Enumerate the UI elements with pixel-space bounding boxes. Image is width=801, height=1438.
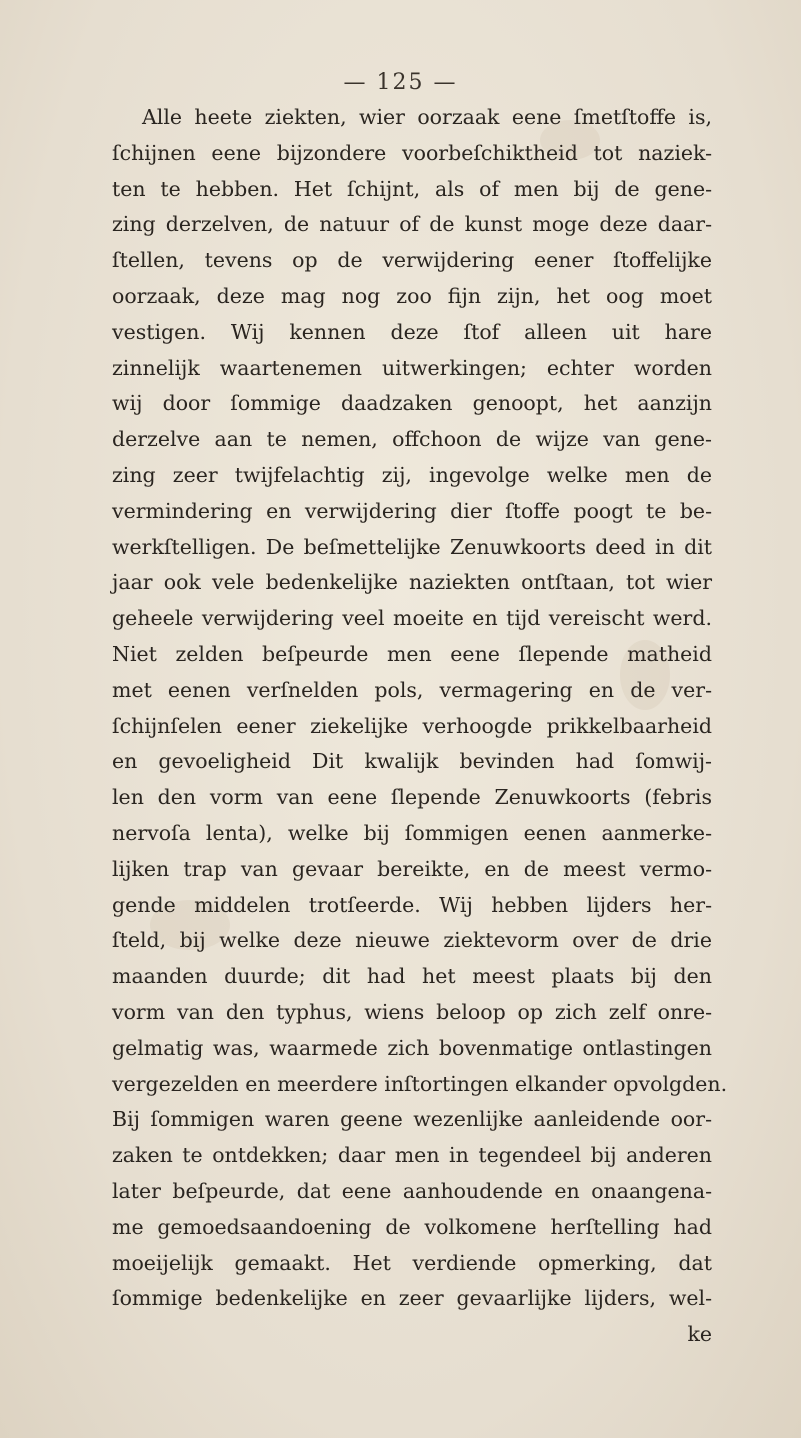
text-line: vestigen. Wij kennen deze ſtof alleen uit hare (112, 319, 712, 344)
text-line: lijken trap van gevaar bereikte, en de meest vermo- (112, 856, 712, 881)
text-line: ſteld, bij welke deze nieuwe ziektevorm over de drie (112, 928, 712, 953)
text-line: gende middelen trotſeerde. Wij hebben lijders her- (112, 892, 712, 917)
text-line: zaken te ontdekken; daar men in tegendeel bij anderen (112, 1143, 712, 1168)
text-line: wij door ſommige daadzaken genoopt, het aanzijn (112, 391, 712, 416)
text-line: later beſpeurde, dat eene aanhoudende en onaangena- (112, 1178, 712, 1203)
text-line: ten te hebben. Het ſchijnt, als of men bij de gene- (112, 176, 712, 201)
text-line: moeijelijk gemaakt. Het verdiende opmerking, dat (112, 1250, 712, 1275)
text-line: zing derzelven, de natuur of de kunst moge deze daar- (112, 212, 712, 237)
text-line: jaar ook vele bedenkelijke naziekten ontſtaan, tot wier (112, 570, 712, 595)
text-line: Bij ſommigen waren geene wezenlijke aanleidende oor- (112, 1107, 712, 1132)
text-line: len den vorm van eene ſlepende Zenuwkoorts (febris (112, 785, 712, 810)
text-line: derzelve aan te nemen, offchoon de wijze van gene- (112, 427, 712, 452)
text-line: zing zeer twijfelachtig zij, ingevolge welke men de (112, 462, 712, 487)
text-line: gelmatig was, waarmede zich bovenmatige ontlastingen (112, 1035, 712, 1060)
text-line: vergezelden en meerdere inſtortingen elkander opvolgden. (112, 1071, 728, 1096)
text-line: geheele verwijdering veel moeite en tijd vereischt werd. (112, 606, 712, 631)
text-line: werkſtelligen. De beſmettelijke Zenuwkoorts deed in dit (112, 534, 712, 559)
text-line: en gevoeligheid Dit kwalijk bevinden had ſomwij- (112, 749, 712, 774)
page-number: — 125 — (343, 70, 458, 95)
text-line: oorzaak, deze mag nog zoo fijn zijn, het oog moet (112, 283, 712, 308)
text-line: nervoſa lenta), welke bij ſommigen eenen aanmerke- (112, 820, 712, 845)
text-line: Alle heete ziekten, wier oorzaak eene ſmetſtoffe is, (142, 105, 712, 129)
text-line: maanden duurde; dit had het meest plaats bij den (112, 964, 712, 989)
text-line: ſchijnen eene bijzondere voorbeſchiktheid tot naziek- (112, 140, 712, 165)
text-line: Niet zelden beſpeurde men eene ſlepende matheid (112, 641, 712, 666)
text-line: ſtellen, tevens op de verwijdering eener ſtoffelijke (112, 248, 712, 273)
text-line: met eenen verſnelden pols, vermagering en de ver- (112, 677, 712, 702)
text-line: ſommige bedenkelijke en zeer gevaarlijke lijders, wel- (112, 1286, 712, 1311)
text-line: vorm van den typhus, wiens beloop op zich zelf onre- (112, 999, 712, 1024)
text-line: zinnelijk waartenemen uitwerkingen; echter worden (112, 355, 712, 380)
text-line: ſchijnſelen eener ziekelijke verhoogde prikkelbaarheid (112, 713, 712, 738)
text-line: vermindering en verwijdering dier ſtoffe poogt te be- (112, 498, 712, 523)
text-line: me gemoedsaandoening de volkomene herſtelling had (112, 1214, 712, 1239)
text-line: ke (687, 1322, 712, 1347)
body-text (112, 100, 728, 1353)
